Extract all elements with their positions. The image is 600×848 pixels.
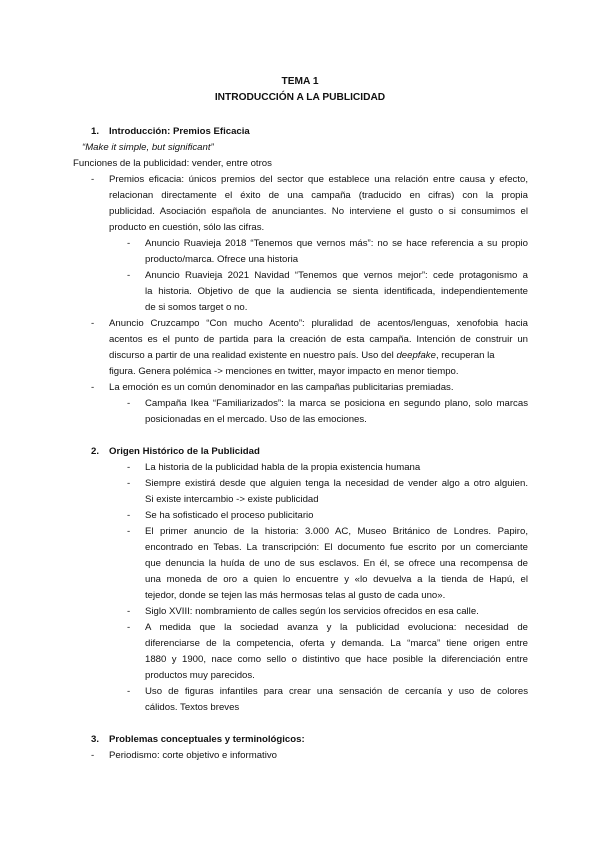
bullet-dash: -: [91, 318, 95, 329]
doc-title-line1: TEMA 1: [281, 76, 319, 87]
s2-line: diferenciarse de la competencia, oferta y demanda. La “marca” tiene origen entre: [145, 638, 528, 649]
s1-b1-line: relacionan directamente el éxito de una campaña (traducido en cifras) con la propia: [109, 190, 528, 201]
s1-b1a-line: Anuncio Ruavieja 2018 “Tenemos que vernos más”: no se hace referencia a su propio: [145, 238, 528, 249]
bullet-dash: -: [127, 238, 131, 249]
section-2-title: Origen Histórico de la Publicidad: [109, 446, 260, 457]
s2-line: 1880 y 1900, nace como sello o distintivo que hace posible la diferenciación entre: [145, 654, 528, 665]
bullet-dash: -: [127, 270, 131, 281]
s2-line: Siempre existirá desde que alguien tenga la necesidad de vender algo a otro alguien.: [145, 478, 528, 489]
s1-b3a-line: Campaña Ikea “Familiarizados”: la marca se posiciona en segundo plano, solo marcas: [145, 398, 528, 409]
bullet-dash: -: [127, 526, 131, 537]
s1-b2-text: , recuperan la: [435, 350, 495, 361]
s2-line: Si existe intercambio -> existe publicidad: [145, 494, 319, 505]
s2-line: Siglo XVIII: nombramiento de calles según los servicios ofrecidos en esa calle.: [145, 606, 479, 617]
bullet-dash: -: [127, 686, 131, 697]
bullet-dash: -: [127, 462, 131, 473]
s2-line: que denuncia la huída de uno de sus esclavos. En él, se ofrece una recompensa de: [145, 558, 528, 569]
s2-line: productos muy parecidos.: [145, 670, 255, 681]
s2-line: cálidos. Textos breves: [145, 702, 240, 713]
bullet-dash: -: [127, 398, 131, 409]
s2-line: Uso de figuras infantiles para crear una sensación de cercanía y uso de colores: [145, 686, 528, 697]
s1-b1b-line: de si somos target o no.: [145, 302, 248, 313]
s1-b1b-line: la historia. Objetivo de que la audiencia se sienta identificada, independientemente: [145, 286, 528, 297]
section-3-number: 3.: [91, 734, 100, 745]
s1-b2-line: Anuncio Cruzcampo “Con mucho Acento”: pluralidad de acentos/lenguas, xenofobia hacia: [109, 318, 528, 329]
bullet-dash: -: [127, 510, 131, 521]
deepfake-term: deepfake: [396, 350, 436, 361]
section-2-number: 2.: [91, 446, 100, 457]
s1-b2-text: discurso a partir de una realidad existente en nuestro país. Uso del: [109, 350, 397, 361]
bullet-dash: -: [91, 174, 95, 185]
s1-b1-line: producto en cuestión, sólo las cifras.: [109, 222, 265, 233]
s1-b3a-line: posicionadas en el mercado. Uso de las emociones.: [145, 414, 367, 425]
doc-title-line2: INTRODUCCIÓN A LA PUBLICIDAD: [214, 92, 386, 103]
s1-b1-line: Premios eficacia: únicos premios del sector que establece una relación entre causa y efecto,: [109, 174, 528, 185]
s2-line: una moneda de oro a quien lo encuentre y «lo devuelva a la tienda de Hapú, el: [145, 574, 528, 585]
s1-b2-line: acentos es el punto de partida para la creación de esta campaña. Intención de construir un: [109, 334, 528, 345]
bullet-dash: -: [127, 606, 131, 617]
section-3-title: Problemas conceptuales y terminológicos:: [109, 734, 305, 745]
bullet-dash: -: [91, 382, 95, 393]
s1-b1-line: publicidad. Asociación española de anunciantes. No interviene el gusto o si consumimos el: [109, 206, 528, 217]
s2-line: El primer anuncio de la historia: 3.000 AC, Museo Británico de Londres. Papiro,: [145, 526, 528, 537]
bullet-dash: -: [91, 750, 95, 761]
s1-b2-line: figura. Genera polémica -> menciones en twitter, mayor impacto en menor tiempo.: [109, 366, 459, 377]
s2-line: A medida que la sociedad avanza y la publicidad evoluciona: necesidad de: [145, 622, 528, 633]
s2-line: La historia de la publicidad habla de la propia existencia humana: [145, 462, 421, 473]
s3-line: Periodismo: corte objetivo e informativo: [109, 750, 277, 761]
s2-line: tejedor, donde se tejen las más hermosas telas al gusto de cada uno».: [145, 590, 446, 601]
s1-b1b-line: Anuncio Ruavieja 2021 Navidad “Tenemos que vernos mejor”: cede protagonismo a: [145, 270, 528, 281]
functions-line: Funciones de la publicidad: vender, entre otros: [73, 158, 272, 169]
s1-b2-line: [109, 348, 528, 364]
s2-line: encontrado en Tebas. La transcripción: El documento fue escrito por un comerciante: [145, 542, 528, 553]
bullet-dash: -: [127, 478, 131, 489]
s1-b1a-line: producto/marca. Ofrece una historia: [145, 254, 299, 265]
section-1-number: 1.: [91, 126, 100, 137]
s1-b3-line: La emoción es un común denominador en las campañas publicitarias premiadas.: [109, 382, 454, 393]
bullet-dash: -: [127, 622, 131, 633]
s2-line: Se ha sofisticado el proceso publicitario: [145, 510, 314, 521]
quote: “Make it simple, but significant”: [82, 142, 214, 153]
section-1-title: Introducción: Premios Eficacia: [109, 126, 250, 137]
